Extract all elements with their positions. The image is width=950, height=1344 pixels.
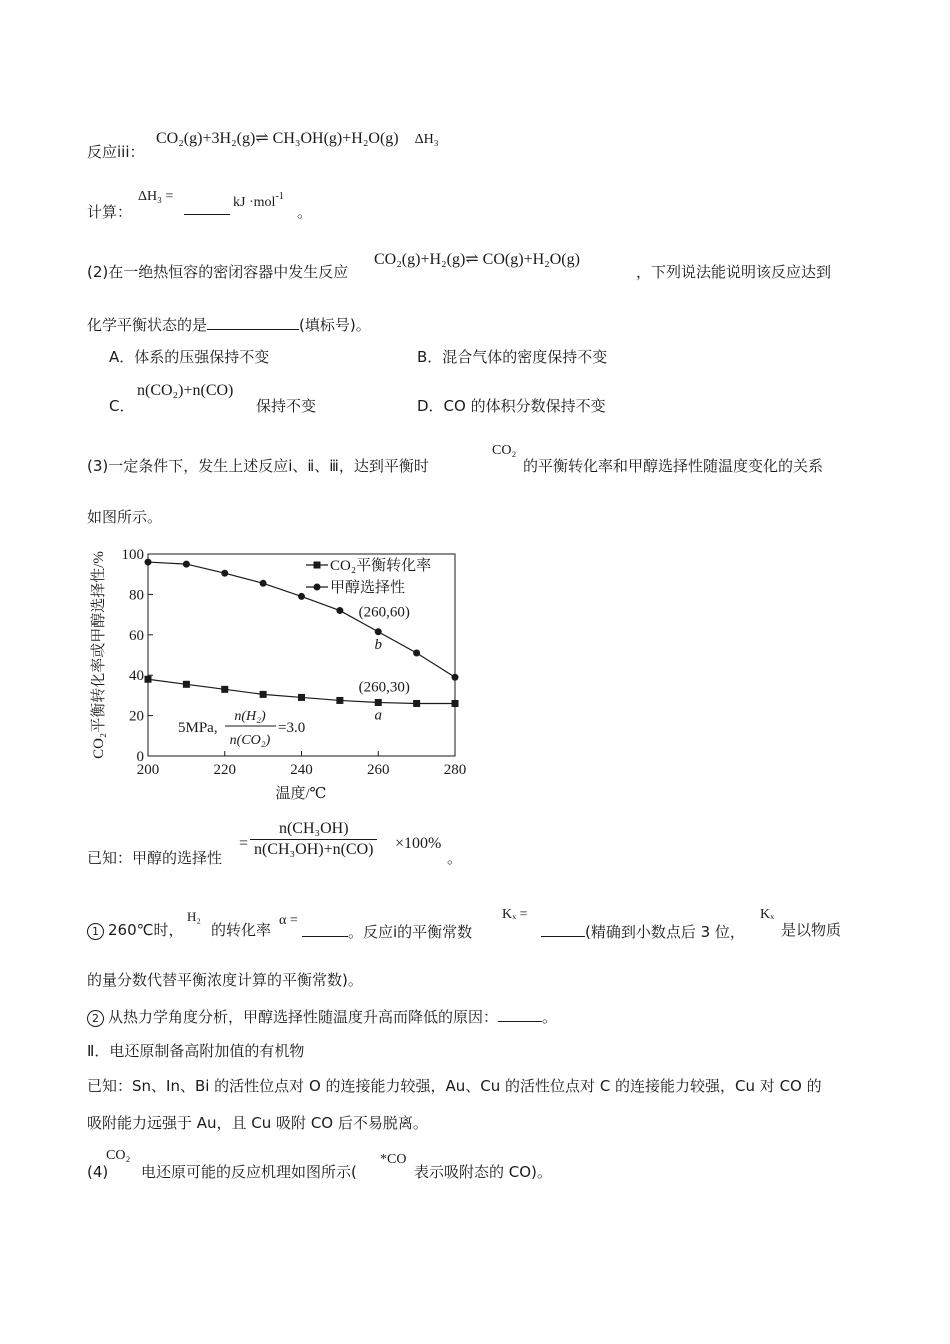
series-point-circle (452, 674, 459, 681)
section-2-title: Ⅱ．电还原制备高附加值的有机物 (87, 1042, 305, 1060)
q3a-alpha: α = (279, 913, 298, 928)
known1-label: 已知：甲醇的选择性 (87, 849, 223, 867)
reaction-iii-equation: CO₂(g)+3H₂(g)⇌ CH₃OH(g)+H₂O(g) ΔH₃ (156, 130, 439, 147)
q4-pre: (4) (87, 1163, 109, 1181)
q4-t2: 表示吸附态的 CO)。 (414, 1163, 552, 1181)
series-point-circle (298, 593, 305, 600)
q3a-kx2: Kₓ (760, 907, 775, 922)
q3a-t4-group: (精确到小数点后 3 位， (541, 920, 745, 942)
q2-line2: 化学平衡状态的是 (填标号)。 (87, 313, 371, 335)
y-tick-label: 60 (129, 627, 144, 644)
q2-option-c-expr: n(CO₂)+n(CO) (137, 382, 234, 399)
q2-line1-pre: (2)在一绝热恒容的密闭容器中发生反应 (87, 263, 349, 281)
q2-option-d: D．CO 的体积分数保持不变 (417, 397, 606, 415)
y-tick-label: 100 (121, 547, 144, 563)
q3a-t2: 的转化率 (211, 921, 272, 939)
x-axis-label: 温度/℃ (275, 786, 327, 802)
q2-option-c-label: C． (109, 397, 135, 415)
series-point-circle (336, 607, 343, 614)
q3a-kx: Kₓ = (502, 907, 528, 922)
q3-line1-post: 的平衡转化率和甲醇选择性随温度变化的关系 (523, 457, 824, 475)
y-tick-label: 40 (129, 668, 144, 685)
reaction-iii-line (87, 142, 145, 162)
series-point-circle (221, 570, 228, 577)
known2-line2: 吸附能力远强于 Au，且 Cu 吸附 CO 后不易脱离。 (87, 1114, 428, 1132)
condition-ratio-den: n(CO₂) (229, 733, 271, 748)
q3a-t3-group: 。反应ⅰ的平衡常数 (302, 920, 472, 942)
q4-t1: 电还原可能的反应机理如图所示( (141, 1163, 357, 1181)
legend-marker-circle (314, 584, 321, 591)
series-point-circle (413, 649, 420, 656)
calc-end: 。 (297, 203, 313, 221)
series-point-square (452, 700, 459, 707)
q3a-t5: 是以物质 (781, 921, 842, 939)
condition-ratio-num: n(H₂) (234, 709, 266, 724)
series-point-square (336, 697, 343, 704)
calc-answer-blank[interactable] (184, 198, 230, 220)
x-tick-label: 280 (443, 762, 467, 778)
q2-option-b: B．混合气体的密度保持不变 (417, 348, 608, 366)
series-point-square (145, 676, 152, 683)
x-tick-label: 220 (213, 762, 236, 778)
q3b-line: 2 从热力学角度分析，甲醇选择性随温度升高而降低的原因： 。 (87, 1005, 557, 1027)
x-tick-label: 260 (367, 762, 390, 778)
y-axis-label: CO₂平衡转化率或甲醇选择性/% (91, 551, 107, 759)
q3-co2: CO₂ (492, 443, 517, 458)
point-annotation: (260,60) (358, 604, 410, 621)
q2-equation: CO₂(g)+H₂(g)⇌ CO(g)+H₂O(g) (374, 251, 580, 268)
q4-star-co: *CO (380, 1152, 407, 1167)
circled-2: 2 (87, 1010, 104, 1027)
known1-eqsign: = (239, 835, 249, 852)
legend-label: 甲醇选择性 (330, 580, 406, 596)
selectivity-fraction: $\frac{\text{n(CH₃OH)}}{\text{n(CH₃OH)+n(CO)}}$ (250, 819, 377, 860)
x-tick-label: 240 (290, 762, 313, 778)
q3-line1-pre: (3)一定条件下，发生上述反应ⅰ、ⅱ、ⅲ，达到平衡时 (87, 457, 429, 475)
condition-pressure: 5MPa, (178, 720, 218, 736)
calc-unit: kJ ·mol$^{-1}$ (233, 191, 284, 210)
series-point-square (221, 686, 228, 693)
known2-line1: 已知：Sn、In、Bi 的活性位点对 O 的连接能力较强，Au、Cu 的活性位点对 C 的连接能力较强，Cu 对 CO 的 (87, 1077, 822, 1095)
series-point-circle (183, 561, 190, 568)
y-tick-label: 0 (136, 749, 144, 765)
y-tick-label: 20 (129, 708, 144, 725)
q2-option-c-text: 保持不变 (256, 397, 317, 415)
known1-times: ×100% (395, 835, 442, 852)
alpha-answer-blank[interactable] (302, 920, 348, 937)
series-point-circle (260, 580, 267, 587)
q2-option-a: A．体系的压强保持不变 (109, 348, 270, 366)
series-point-square (413, 700, 420, 707)
delta-h3: ΔH₃ (414, 132, 439, 147)
circled-1: 1 (87, 923, 104, 940)
q2-line1-post: ，下列说法能说明该反应达到 (636, 263, 832, 281)
q3a-h2: H₂ (187, 909, 201, 924)
q3b-answer-blank[interactable] (498, 1005, 542, 1022)
kx-answer-blank[interactable] (541, 920, 585, 937)
x-tick-label: 200 (136, 762, 160, 778)
curve-label: b (374, 636, 382, 653)
series-point-square (183, 681, 190, 688)
q3a-start: 1 260℃时， (87, 920, 183, 940)
known1-end: 。 (447, 849, 463, 867)
calc-delta-h3: ΔH₃ = (138, 189, 174, 204)
equilibrium-chart (84, 540, 484, 804)
series-point-circle (375, 628, 382, 635)
legend-label: CO₂平衡转化率 (330, 558, 432, 574)
q3a-line2: 的量分数代替平衡浓度计算的平衡常数)。 (87, 971, 363, 989)
calc-label: 计算： (87, 203, 133, 221)
curve-label: a (374, 707, 382, 724)
q2-answer-blank[interactable] (207, 313, 299, 330)
y-tick-label: 80 (129, 587, 144, 604)
legend-marker-square (314, 562, 321, 569)
reaction-iii-label: 反应iii： (87, 143, 145, 161)
point-annotation: (260,30) (358, 679, 410, 696)
series-point-square (298, 694, 305, 701)
series-point-square (375, 699, 382, 706)
series-point-circle (145, 559, 152, 566)
condition-ratio-val: =3.0 (278, 720, 306, 736)
q4-co2: CO₂ (106, 1148, 131, 1163)
q3-line2: 如图所示。 (87, 508, 163, 526)
series-point-square (260, 691, 267, 698)
